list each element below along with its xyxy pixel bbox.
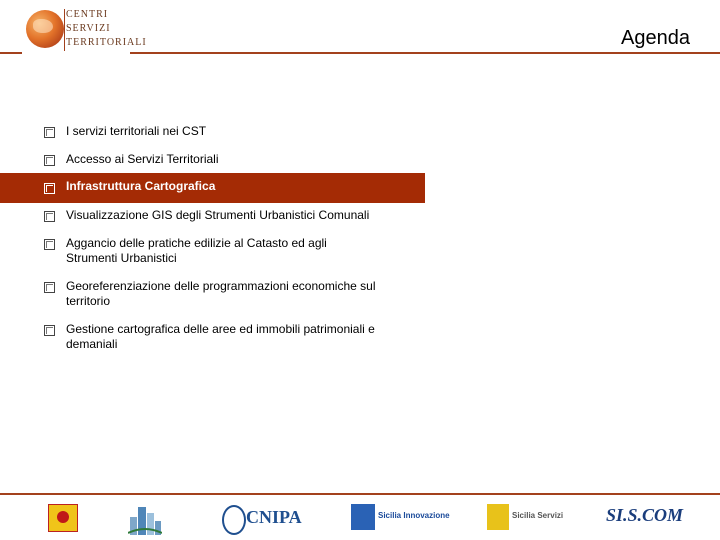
sicilia-servizi-logo: Sicilia Servizi: [512, 511, 564, 520]
checkbox-bullet-icon: [44, 183, 55, 194]
logo-divider: [64, 9, 65, 51]
footer-divider: [0, 493, 720, 495]
checkbox-bullet-icon: [44, 325, 55, 336]
cst-logo: [22, 6, 147, 52]
agenda-item-label: Georeferenziazione delle programmazioni economiche sul territorio: [66, 279, 376, 308]
page-title: Agenda: [621, 27, 690, 49]
agenda-item-label: Infrastruttura Cartografica: [66, 179, 216, 193]
logo-line: CENTRI: [66, 9, 109, 20]
header-divider: [130, 52, 720, 54]
logo-line: TERRITORIALI: [66, 37, 147, 48]
logo-line: SERVIZI: [66, 23, 111, 34]
sicilia-innovazione-icon: [351, 504, 375, 530]
checkbox-bullet-icon: [44, 155, 55, 166]
checkbox-bullet-icon: [44, 282, 55, 293]
sicilia-innovazione-logo: Sicilia Innovazione: [378, 511, 450, 520]
agenda-item-label: I servizi territoriali nei CST: [66, 124, 207, 138]
sicilia-servizi-icon: [487, 504, 509, 530]
header-divider: [0, 52, 22, 54]
siscom-logo: SI.S.COM: [606, 505, 684, 525]
partner-logos: [0, 497, 720, 540]
cnipa-emblem-icon: [222, 505, 246, 535]
cnipa-logo: CNIPA: [246, 507, 302, 527]
agenda-item-active[interactable]: [0, 173, 425, 203]
regione-sicilia-logo: [48, 504, 78, 532]
checkbox-bullet-icon: [44, 127, 55, 138]
agenda-item-label: Visualizzazione GIS degli Strumenti Urbanistici Comunali: [66, 208, 370, 222]
agenda-item-label: Accesso ai Servizi Territoriali: [66, 152, 219, 166]
agenda-item-label: Gestione cartografica delle aree ed immobili patrimoniali e demaniali: [66, 322, 375, 351]
checkbox-bullet-icon: [44, 239, 55, 250]
logo-text: [66, 8, 147, 50]
globe-icon: [26, 10, 64, 48]
buildings-logo: [128, 503, 162, 535]
checkbox-bullet-icon: [44, 211, 55, 222]
agenda-item-label: Aggancio delle pratiche edilizie al Catasto ed agli Strumenti Urbanistici: [66, 236, 327, 265]
